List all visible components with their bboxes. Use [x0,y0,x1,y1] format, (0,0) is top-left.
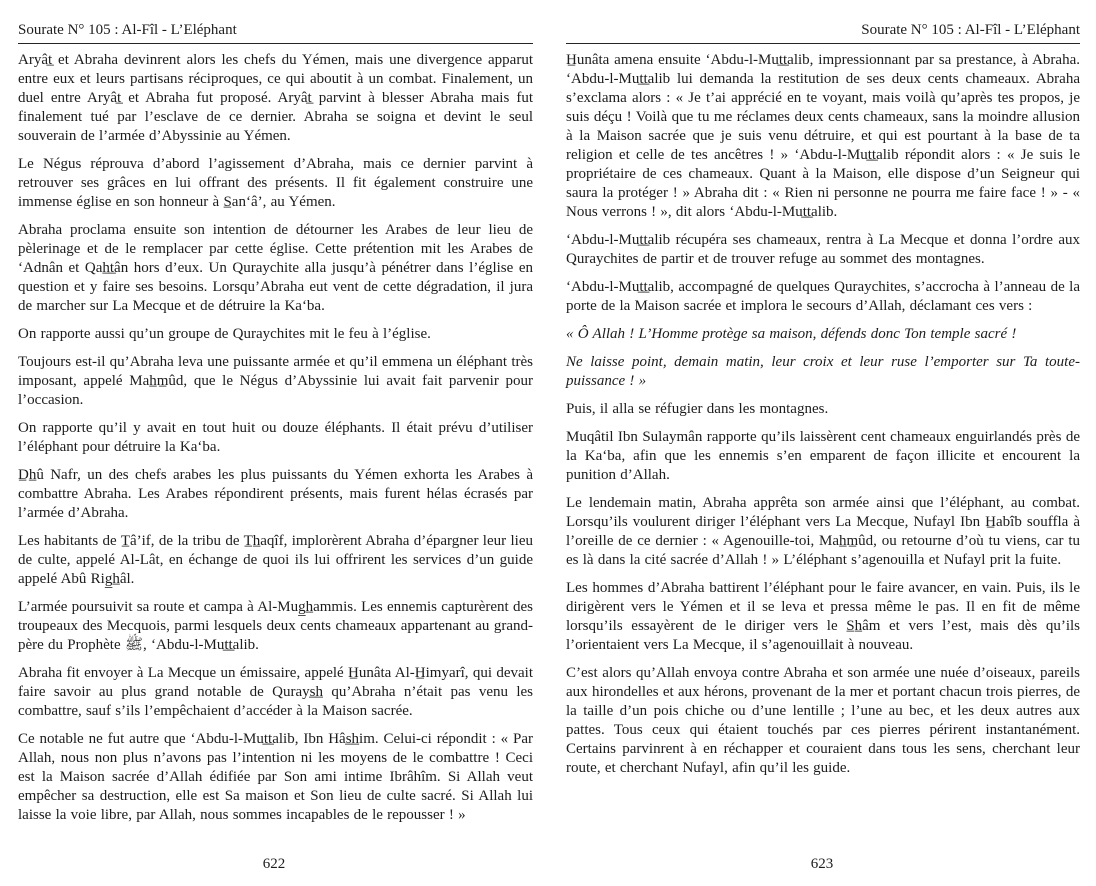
paragraph: C’est alors qu’Allah envoya contre Abraha et son armée une nuée d’oiseaux, pareils aux hirondelles et aux hérons, provenant de la mer et portant chacun trois pierres, de la taille d’un pois chiche ou d’une lentille ; l’une au bec, et les deux autres aux pattes. Tous ceux qui étaient touchés par ces pierres périrent instantanément. Certains parvinrent à en réchapper et couraient dans tous les sens, cherchant leur route, et cherchant Nufayl, afin qu’il les guide. [566,665,1080,776]
running-header-right: Sourate N° 105 : Al-Fîl - L’Eléphant [566,21,1080,44]
paragraph: On rapporte aussi qu’un groupe de Quraychites mit le feu à l’église. [18,326,431,342]
paragraph: Abraha fit envoyer à La Mecque un émissaire, appelé H̲unâta Al-H̲imyarî, qui devait faire savoir au plus grand notable de Qurays̲h̲ qu’Abraha n’était pas venu les combattre, sauf s’ils l’empêchaient d’accéder à la Maison sacrée. [18,665,533,719]
running-header-left: Sourate N° 105 : Al-Fîl - L’Eléphant [18,21,533,44]
paragraph: ‘Abdu-l-Mut̲t̲alib récupéra ses chameaux, rentra à La Mecque et donna l’ordre aux Quraychites de partir et de trouver refuge au sommet des montagnes. [566,232,1080,267]
paragraph: On rapporte qu’il y avait en tout huit ou douze éléphants. Il était prévu d’utiliser l’éléphant pour détruire la Ka‘ba. [18,420,533,455]
page-body-left [18,51,533,825]
paragraph: L’armée poursuivit sa route et campa à Al-Mug̲h̲ammis. Les ennemis capturèrent des troupeaux des Mecquois, parmi lesquels deux cents chameaux appartenant au grand-père du Prophète ﷺ, ‘Abdu-l-Mut̲t̲alib. [18,599,533,653]
paragraph: Ne laisse point, demain matin, leur croix et leur ruse l’emporter sur Ta toute-puissance ! » [566,354,1080,389]
page-number-right: 623 [810,856,834,872]
paragraph: Toujours est-il qu’Abraha leva une puissante armée et qu’il emmena un éléphant très imposant, appelé Mah̲m̲ûd, que le Négus d’Abyssinie lui avait fait parvenir pour l’occasion. [18,354,533,408]
paragraph: Ce notable ne fut autre que ‘Abdu-l-Mut̲t̲alib, Ibn Hâs̲h̲im. Celui-ci répondit : « Par Allah, nous non plus n’avons pas l’intention ni les moyens de le combattre ! Ceci est la Maison sacrée d’Allah édifiée par Son ami intime Ibrâhîm. Si Allah veut empêcher sa destruction, elle est Sa maison et Son lieu de culte sacré. Si Allah lui laisse la voie libre, par Allah, nous sommes incapables de le repousser ! » [18,731,533,823]
page-number-left: 622 [262,856,286,872]
paragraph: H̲unâta amena ensuite ‘Abdu-l-Mut̲t̲alib, impressionnant par sa prestance, à Abraha. ‘Abdu-l-Mut̲t̲alib lui demanda la restitution de ses deux cents chameaux. Abraha s’exclama alors : « Je t’ai apprécié en te voyant, mais voilà qu’après tes propos, je suis déçu ! Voilà que tu me réclames deux cents chameaux, sans la moindre allusion à la Maison sacrée que je suis venu détruire, et qui est pourtant à la base de ta religion et celle de tes ancêtres ! » ‘Abdu-l-Mut̲t̲alib répondit alors : « Je suis le propriétaire de ces chameaux. Quant à la Maison, elle dispose d’un Seigneur qui saura la protéger ! » Abraha dit : « Rien ni personne ne pourra me faire face ! » - « Nous verrons ! », dit alors ‘Abdu-l-Mut̲t̲alib. [566,52,1080,220]
paragraph: ‘Abdu-l-Mut̲t̲alib, accompagné de quelques Quraychites, s’accrocha à l’anneau de la porte de la Maison sacrée et implora le secours d’Allah, déclamant ces vers : [566,279,1080,314]
paragraph: « Ô Allah ! L’Homme protège sa maison, défends donc Ton temple sacré ! [566,326,1017,342]
paragraph: Abraha proclama ensuite son intention de détourner les Arabes de leur lieu de pèlerinage et de le remplacer par cette église. Cette prétention mit les Arabes de ‘Adnân et Qah̲t̲ân hors d’eux. Un Quraychite alla jusqu’à pénétrer dans l’église en question et y faire ses besoins. Lorsqu’Abraha eut vent de cette dégradation, il jura de marcher sur La Mecque et de détruire la Ka‘ba. [18,222,533,314]
page-right [548,0,1096,886]
paragraph: Aryât̲ et Abraha devinrent alors les chefs du Yémen, mais une divergence apparut entre eux et leurs partisans réciproques, ce qui aboutit à un combat. Finalement, un duel entre Aryât̲ et Abraha fut proposé. Aryât̲ parvint à blesser Abraha mais fut finalement tué par l’esclave de ce dernier. Abraha se soigna et devint le seul souverain de l’armée d’Abyssinie au Yémen. [18,52,533,144]
paragraph: Muqâtil Ibn Sulaymân rapporte qu’ils laissèrent cent chameaux enguirlandés près de la Ka‘ba, afin que les ennemis s’en emparent de façon illicite et encourent la punition d’Allah. [566,429,1080,483]
paragraph: Le lendemain matin, Abraha apprêta son armée ainsi que l’éléphant, au combat. Lorsqu’ils voulurent diriger l’éléphant vers La Mecque, Nufayl Ibn H̲abîb souffla à l’oreille de ce dernier : « Agenouille-toi, Mah̲m̲ûd, ou retourne d’où tu viens, car tu es là dans la cité sacrée d’Allah ! » L’éléphant s’agenouilla et Nufayl prit la fuite. [566,495,1080,568]
paragraph: Puis, il alla se réfugier dans les montagnes. [566,401,829,417]
page-body-right [566,51,1080,778]
paragraph: D̲h̲û Nafr, un des chefs arabes les plus puissants du Yémen exhorta les Arabes à combattre Abraha. Les Arabes répondirent présents, mais furent hélas écrasés par l’armée d’Abraha. [18,467,533,521]
paragraph: Les hommes d’Abraha battirent l’éléphant pour le faire avancer, en vain. Puis, ils le dirigèrent vers le Yémen et il se leva et pressa même le pas. Il en fit de même lorsqu’ils essayèrent de le diriger vers le S̲h̲âm et vers l’est, mais dès qu’ils l’orientaient vers La Mecque, il s’agenouillait à nouveau. [566,580,1080,653]
paragraph: Le Négus réprouva d’abord l’agissement d’Abraha, mais ce dernier parvint à retrouver ses grâces en lui offrant des présents. Il fit également construire une immense église en son honneur à S̲an‘â’, au Yémen. [18,156,533,210]
paragraph: Les habitants de T̲â’if, de la tribu de T̲h̲aqîf, implorèrent Abraha d’épargner leur lieu de culte, appelé Al-Lât, en échange de quoi ils lui offrirent les services d’un guide appelé Abû Rig̲h̲âl. [18,533,533,587]
